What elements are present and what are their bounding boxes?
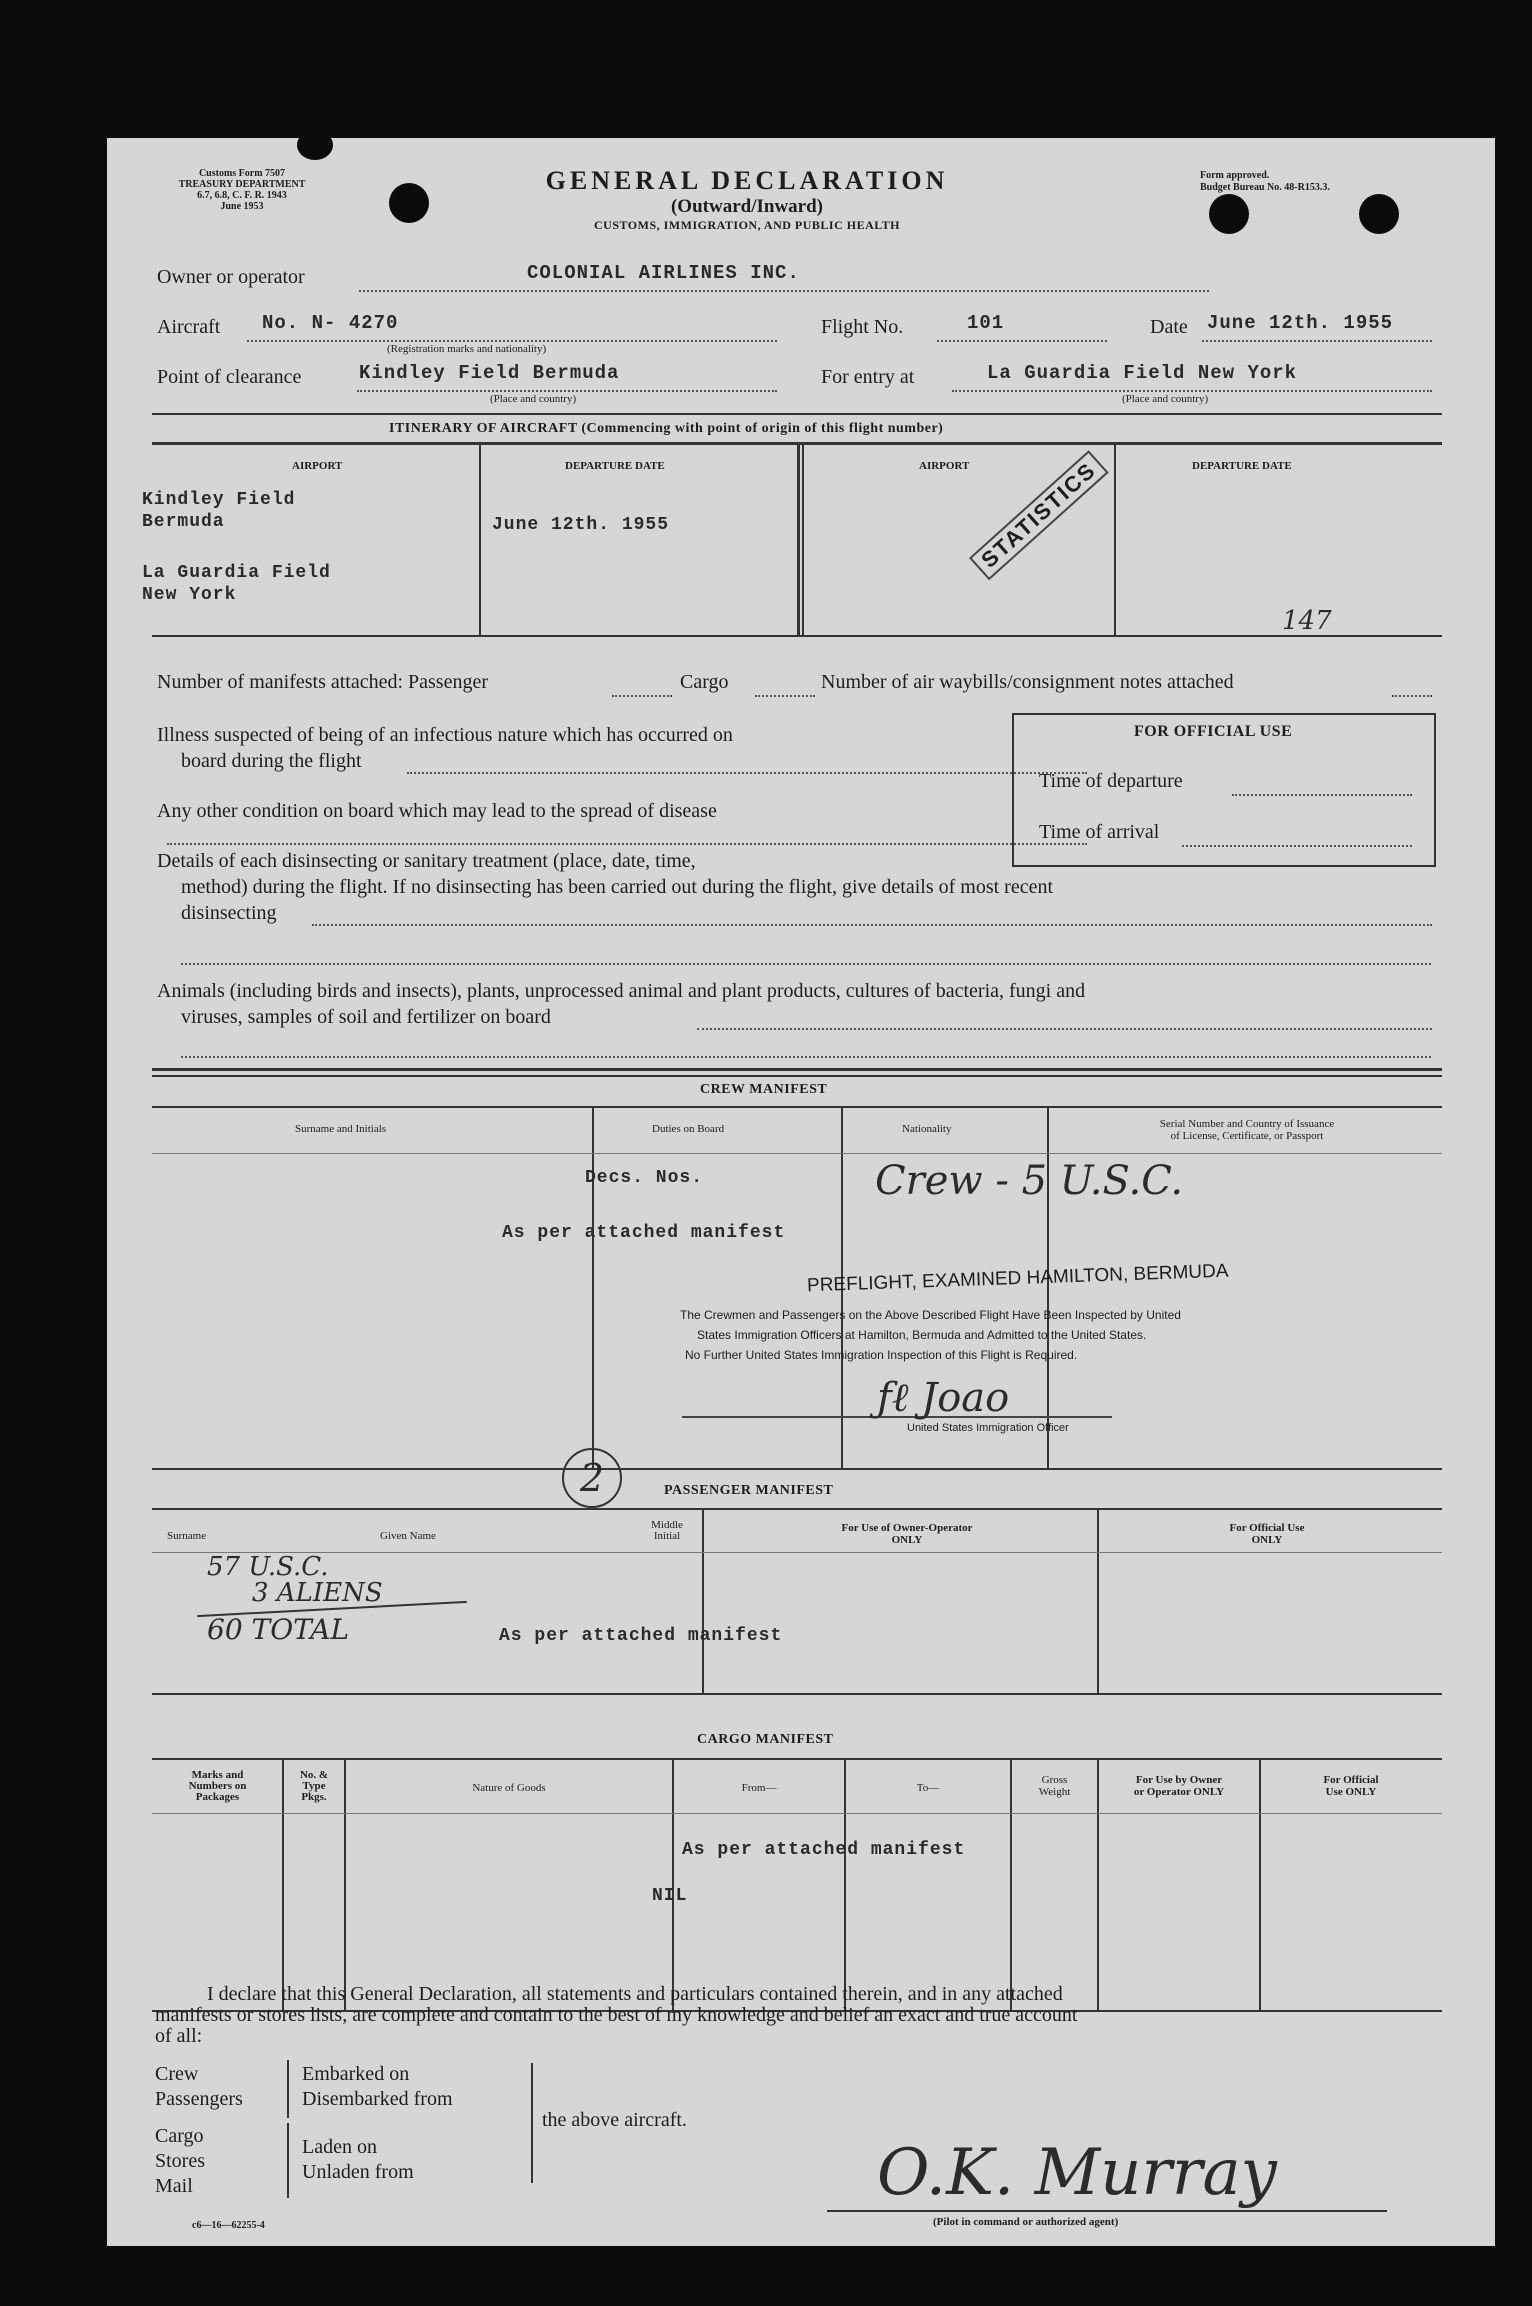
itinerary-date: June 12th. 1955: [492, 515, 670, 535]
pilot-signature: O.K. Murray: [877, 2136, 1277, 2210]
crew-decs: Decs. Nos.: [585, 1168, 704, 1188]
punch-hole: [297, 130, 333, 160]
print-code: c6—16—62255-4: [192, 2220, 265, 2231]
time-departure-label: Time of departure: [1039, 770, 1183, 792]
passenger-col-owner: For Use of Owner-Operator ONLY: [841, 1522, 973, 1546]
date-label: Date: [1150, 316, 1188, 338]
punch-hole: [1359, 194, 1399, 234]
passenger-col-surname: Surname: [167, 1530, 207, 1542]
decl-unladen: Unladen from: [302, 2161, 414, 2183]
passenger-col-official: For Official Use ONLY: [1229, 1522, 1305, 1546]
cargo-col-number: No. & Type Pkgs.: [299, 1769, 329, 1803]
immigration-officer-caption: United States Immigration Officer: [907, 1422, 1069, 1434]
disinsect-label: Details of each disinsecting or sanitary treatment (place, date, time,: [157, 850, 696, 872]
immigration-stamp-text: No Further United States Immigration Inspection of this Flight is Required.: [685, 1348, 1078, 1362]
passenger-hand-note: 3 ALIENS: [252, 1578, 383, 1608]
immigration-stamp-text: The Crewmen and Passengers on the Above Described Flight Have Been Inspected by United: [680, 1308, 1181, 1322]
disinsect-label-cont: method) during the flight. If no disinsecting has been carried out during the flight, give details of most recent: [181, 876, 1054, 898]
page-subtitle: (Outward/Inward): [670, 196, 823, 217]
passenger-hand-note: 57 U.S.C.: [207, 1552, 329, 1582]
itinerary-title: ITINERARY OF AIRCRAFT (Commencing with point of origin of this flight number): [389, 421, 944, 436]
animals-label-cont: viruses, samples of soil and fertilizer on board: [181, 1006, 551, 1028]
itinerary-number: 147: [1282, 606, 1332, 636]
crew-attached: As per attached manifest: [502, 1223, 786, 1243]
decl-stores: Stores: [155, 2150, 205, 2172]
passenger-attached: As per attached manifest: [499, 1626, 783, 1646]
owner-label: Owner or operator: [157, 266, 305, 288]
manifest-count-cargo-label: Cargo: [680, 671, 729, 693]
flight-label: Flight No.: [821, 316, 904, 338]
form-approval: Form approved. Budget Bureau No. 48-R153.3.: [1200, 170, 1330, 193]
form-title-block: [507, 166, 987, 233]
itinerary-airport: Kindley Field: [142, 490, 296, 510]
cargo-col-owner: For Use by Owner or Operator ONLY: [1133, 1774, 1225, 1798]
form-number-block: Customs Form 7507 TREASURY DEPARTMENT 6.7, 6.8, C. F. R. 1943 June 1953: [178, 168, 306, 212]
passenger-col-given: Given Name: [380, 1530, 436, 1542]
itinerary-col-airport: AIRPORT: [292, 460, 343, 472]
page-title: GENERAL DECLARATION: [545, 166, 949, 195]
circled-number: 2: [562, 1448, 622, 1508]
itinerary-airport: New York: [142, 585, 237, 605]
decl-disembarked: Disembarked from: [302, 2088, 453, 2110]
decl-cargo: Cargo: [155, 2125, 204, 2147]
itinerary-airport: La Guardia Field: [142, 563, 331, 583]
aircraft-label: Aircraft: [157, 316, 221, 338]
flight-value: 101: [967, 312, 1005, 334]
officer-signature: ƒℓ Joao: [877, 1375, 1010, 1421]
itinerary-col-departure: DEPARTURE DATE: [565, 460, 665, 472]
punch-hole: [1209, 194, 1249, 234]
decl-above-aircraft: the above aircraft.: [542, 2109, 687, 2131]
passenger-col-middle: Middle Initial: [651, 1519, 683, 1542]
clearance-label: Point of clearance: [157, 366, 302, 388]
aircraft-value: No. N- 4270: [262, 312, 399, 334]
passenger-hand-total: 60 TOTAL: [207, 1613, 350, 1646]
punch-hole: [389, 183, 429, 223]
statistics-stamp: STATISTICS: [969, 450, 1109, 580]
illness-label: Illness suspected of being of an infectious nature which has occurred on: [157, 724, 733, 746]
entry-note: (Place and country): [1122, 393, 1209, 405]
entry-label: For entry at: [821, 366, 915, 388]
manifest-count-passenger-label: Number of manifests attached: Passenger: [157, 671, 489, 693]
preflight-stamp: PREFLIGHT, EXAMINED HAMILTON, BERMUDA: [806, 1260, 1229, 1297]
official-use-title: FOR OFFICIAL USE: [1134, 723, 1293, 740]
cargo-col-to: To—: [916, 1782, 940, 1794]
crew-col-surname: Surname and Initials: [295, 1123, 387, 1135]
itinerary-airport: Bermuda: [142, 512, 225, 532]
time-arrival-label: Time of arrival: [1039, 821, 1160, 843]
cargo-nil: NIL: [652, 1886, 688, 1906]
cargo-col-marks: Marks and Numbers on Packages: [188, 1769, 247, 1803]
decl-mail: Mail: [155, 2175, 193, 2197]
official-use-box: [1012, 713, 1436, 867]
date-value: June 12th. 1955: [1207, 312, 1394, 334]
itinerary-col-airport: AIRPORT: [919, 460, 970, 472]
cargo-col-from: From—: [741, 1782, 777, 1794]
cargo-col-nature: Nature of Goods: [472, 1782, 546, 1794]
cargo-manifest-title: CARGO MANIFEST: [697, 1732, 834, 1747]
decl-embarked: Embarked on: [302, 2063, 410, 2085]
animals-label: Animals (including birds and insects), plants, unprocessed animal and plant products, cultures of bacteria, fungi and: [157, 980, 1086, 1002]
illness-label-cont: board during the flight: [181, 750, 362, 772]
decl-laden: Laden on: [302, 2136, 377, 2158]
decl-passengers: Passengers: [155, 2088, 243, 2110]
owner-value: COLONIAL AIRLINES INC.: [527, 262, 800, 284]
declaration-text: I declare that this General Declaration, all statements and particulars contained therein, and in any attached: [207, 1983, 1063, 2005]
other-condition-label: Any other condition on board which may lead to the spread of disease: [157, 800, 717, 822]
crew-col-nationality: Nationality: [902, 1123, 952, 1135]
crew-manifest-title: CREW MANIFEST: [700, 1082, 828, 1097]
itinerary-col-departure: DEPARTURE DATE: [1192, 460, 1292, 472]
declaration-text: manifests or stores lists, are complete and contain to the best of my knowledge and belief an exact and true account: [155, 2004, 1078, 2026]
immigration-stamp-text: States Immigration Officers at Hamilton, Bermuda and Admitted to the United States.: [697, 1328, 1147, 1342]
cargo-col-gross: Gross Weight: [1038, 1774, 1071, 1798]
passenger-manifest-title: PASSENGER MANIFEST: [664, 1483, 834, 1498]
cargo-col-official: For Official Use ONLY: [1323, 1774, 1379, 1798]
clearance-value: Kindley Field Bermuda: [359, 362, 620, 384]
decl-crew: Crew: [155, 2063, 199, 2085]
crew-col-duties: Duties on Board: [652, 1123, 725, 1135]
declaration-form: [107, 138, 1495, 2246]
crew-handwritten-nationality: Crew - 5 U.S.C.: [875, 1158, 1184, 1204]
clearance-note: (Place and country): [490, 393, 577, 405]
disinsect-label-end: disinsecting: [181, 902, 277, 924]
waybill-count-label: Number of air waybills/consignment notes attached: [821, 671, 1234, 693]
cargo-attached: As per attached manifest: [682, 1840, 966, 1860]
aircraft-note: (Registration marks and nationality): [387, 343, 547, 355]
entry-value: La Guardia Field New York: [987, 362, 1298, 384]
declaration-text: of all:: [155, 2025, 203, 2047]
pilot-signature-caption: (Pilot in command or authorized agent): [933, 2216, 1119, 2228]
agencies-line: CUSTOMS, IMMIGRATION, AND PUBLIC HEALTH: [594, 218, 900, 232]
crew-col-serial: Serial Number and Country of Issuance of License, Certificate, or Passport: [1159, 1118, 1335, 1142]
